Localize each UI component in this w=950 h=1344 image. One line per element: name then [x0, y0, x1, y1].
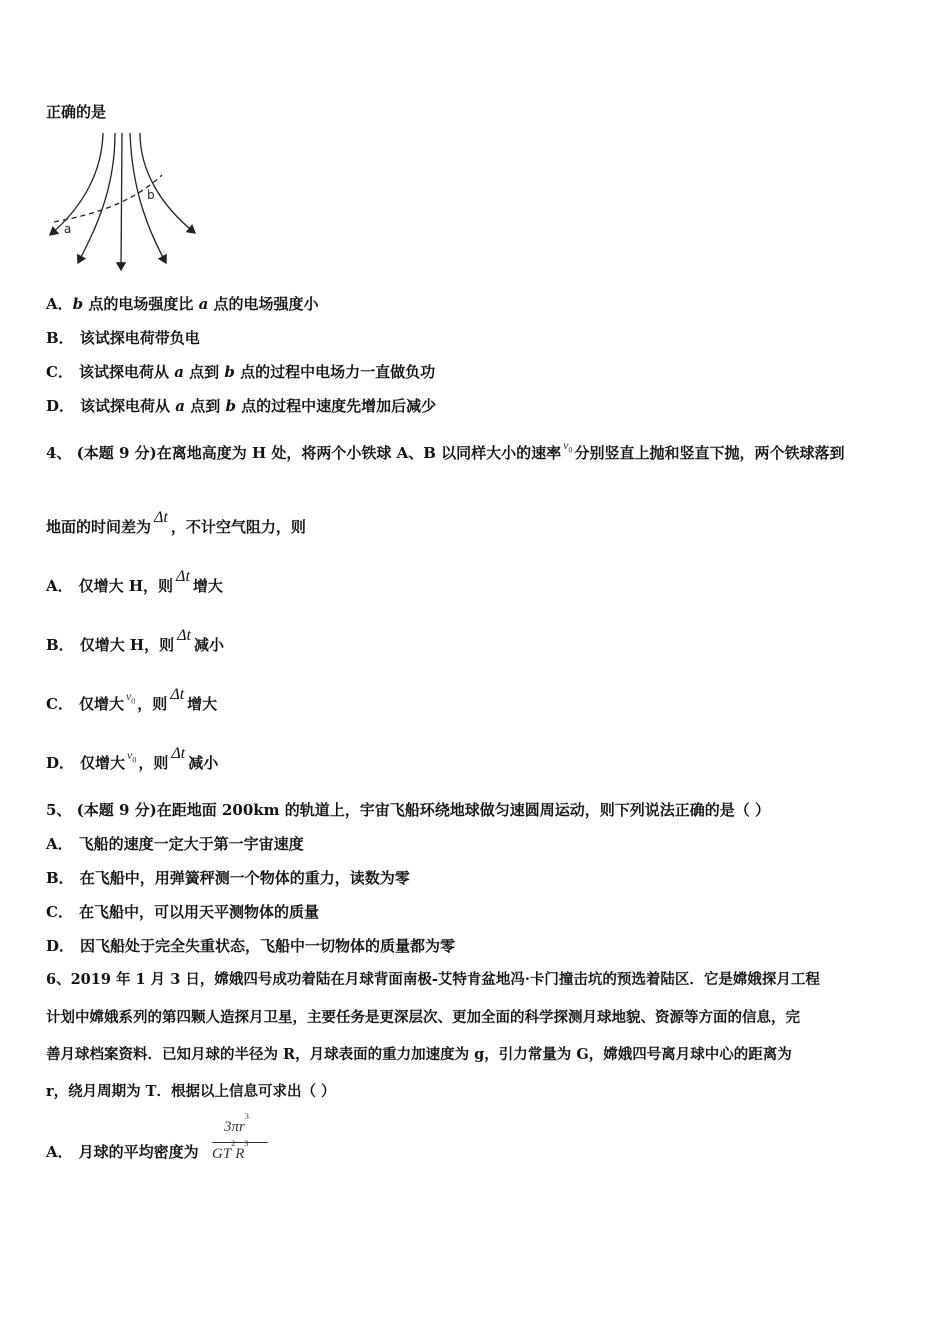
- field-line: [140, 133, 195, 233]
- q6-line3: 善月球档案资料．已知月球的半径为 R，月球表面的重力加速度为 g，引力常量为 G，嫦娥四号离月球中心的距离为: [46, 1046, 792, 1063]
- var-a: a: [198, 295, 209, 313]
- option-label: A．: [46, 1143, 73, 1161]
- q4-option-d: D． 仅增大 $^{v_0}$ ，则Δt减小: [46, 745, 219, 772]
- q5-option-d: D． 因飞船处于完全失重状态，飞船中一切物体的质量都为零: [46, 937, 456, 955]
- field-line: [50, 133, 103, 235]
- q3-option-c: C． 该试探电荷从 a 点到 b 点的过程中电场力一直做负功: [46, 363, 436, 381]
- q5-option-c: C． 在飞船中，可以用天平测物体的质量: [46, 903, 319, 921]
- option-label: C．: [46, 903, 73, 921]
- q5-option-b: B． 在飞船中，用弹簧秤测一个物体的重力，读数为零: [46, 869, 410, 887]
- v0-symbol: v0: [563, 438, 573, 455]
- q4-option-b: B． 仅增大 H，则Δt减小: [46, 627, 224, 654]
- q4-option-a: A． 仅增大 H，则Δt增大: [46, 568, 223, 595]
- q3-option-a: A．b 点的电场强度比 a 点的电场强度小: [46, 295, 319, 313]
- option-label: D．: [46, 397, 75, 415]
- option-label: A．: [46, 295, 73, 313]
- delta-t-symbol: Δt: [154, 509, 168, 526]
- option-label: B．: [46, 636, 74, 654]
- q6-line2: 计划中嫦娥系列的第四颗人造探月卫星，主要任务是更深层次、更加全面的科学探测月球地貌、资源等方面的信息，完: [46, 1009, 800, 1026]
- var-b: b: [72, 295, 84, 313]
- electric-field-figure: [40, 130, 210, 275]
- q5-stem: 5、 (本题 9 分)在距地面 200km 的轨道上，宇宙飞船环绕地球做匀速圆周运动，则下列说法正确的是（ ）: [46, 801, 770, 819]
- q3-option-d: D． 该试探电荷从 a 点到 b 点的过程中速度先增加后减少: [46, 397, 437, 415]
- q5-option-a: A． 飞船的速度一定大于第一宇宙速度: [46, 835, 304, 853]
- option-label: D．: [46, 754, 75, 772]
- q6-line4: r，绕月周期为 T．根据以上信息可求出（ ）: [46, 1083, 336, 1100]
- field-line: [121, 133, 122, 270]
- q6-line1: 6、2019 年 1 月 3 日，嫦娥四号成功着陆在月球背面南极-艾特肯盆地冯·卡门撞击坑的预选着陆区．它是嫦娥探月工程: [46, 971, 820, 988]
- option-label: B．: [46, 329, 74, 347]
- option-label: B．: [46, 869, 74, 887]
- option-label: A．: [46, 577, 73, 595]
- option-label: D．: [46, 937, 75, 955]
- density-formula: $3\pi r^3$ $GT^2R^3$: [212, 1118, 272, 1168]
- q6-option-a: A． 月球的平均密度为: [46, 1143, 199, 1161]
- option-label: A．: [46, 835, 73, 853]
- q4-stem-line2: 地面的时间差为Δt，不计空气阻力，则: [46, 509, 306, 536]
- q4-option-c: C． 仅增大 $^{v_0}$ ，则Δt增大: [46, 686, 218, 713]
- option-label: C．: [46, 695, 73, 713]
- option-label: C．: [46, 363, 73, 381]
- q3-option-b: B． 该试探电荷带负电: [46, 329, 200, 347]
- q4-stem-line1: 4、 (本题 9 分)在离地高度为 H 处，将两个小铁球 A、B 以同样大小的速率 $^{v_0}$ 分别竖直上抛和竖直下抛，两个铁球落到: [46, 438, 845, 462]
- point-b-label: b: [147, 188, 155, 202]
- intro-text: 正确的是: [46, 103, 107, 121]
- point-a-label: a: [64, 222, 72, 236]
